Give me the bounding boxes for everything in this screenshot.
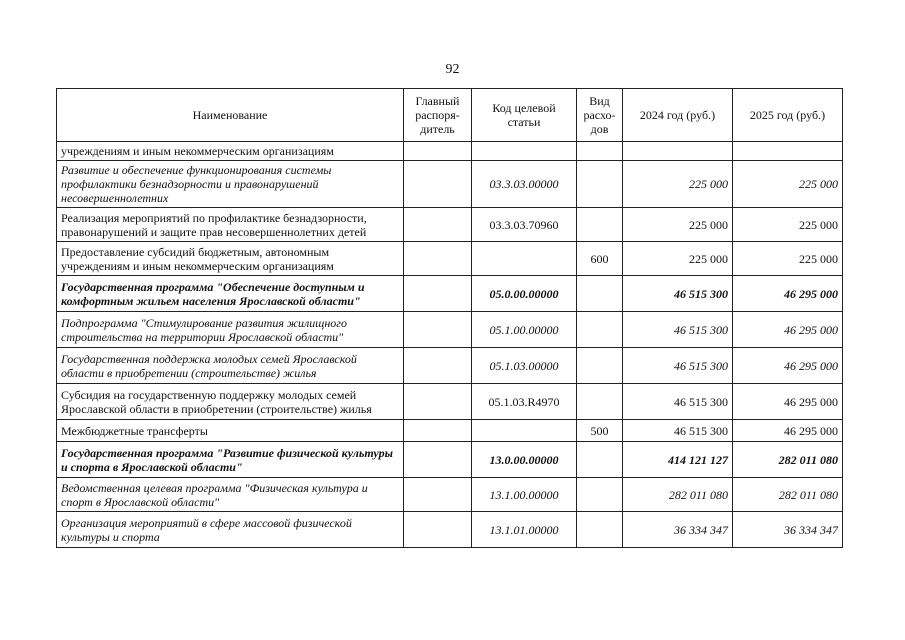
cell-2025 (733, 142, 843, 161)
page-number: 92 (445, 62, 460, 77)
cell-2024: 225 000 (623, 208, 733, 242)
cell-vid (577, 208, 623, 242)
cell-2024: 46 515 300 (623, 312, 733, 348)
cell-name: Подпрограмма "Стимулирование развития жилищного строительства на территории Ярославской области" (57, 312, 404, 348)
table-row (57, 478, 843, 512)
cell-2025: 36 334 347 (733, 512, 843, 548)
cell-2025: 46 295 000 (733, 348, 843, 384)
cell-vid (577, 276, 623, 312)
header-name: Наименование (57, 89, 404, 142)
cell-name: Субсидия на государственную поддержку молодых семей Ярославской области в приобретении (строительстве) жилья (57, 384, 404, 420)
cell-glav (404, 276, 472, 312)
cell-glav (404, 420, 472, 442)
header-kod: Код целевой статьи (472, 89, 577, 142)
table-row (57, 242, 843, 276)
cell-kod: 13.1.01.00000 (472, 512, 577, 548)
cell-2024: 46 515 300 (623, 420, 733, 442)
cell-2025: 46 295 000 (733, 420, 843, 442)
cell-name: Предоставление субсидий бюджетным, автономным учреждениям и иным некоммерческим организациям (57, 242, 404, 276)
table-body (57, 142, 843, 548)
cell-kod: 05.0.00.00000 (472, 276, 577, 312)
cell-name: Государственная программа "Обеспечение доступным и комфортным жильем населения Ярославской области" (57, 276, 404, 312)
cell-2024 (623, 142, 733, 161)
cell-vid (577, 478, 623, 512)
cell-2025: 225 000 (733, 161, 843, 208)
table-row (57, 384, 843, 420)
cell-vid (577, 312, 623, 348)
table-row (57, 442, 843, 478)
header-2025: 2025 год (руб.) (733, 89, 843, 142)
cell-glav (404, 512, 472, 548)
cell-glav (404, 384, 472, 420)
table-row (57, 142, 843, 161)
cell-kod: 05.1.00.00000 (472, 312, 577, 348)
cell-2025: 225 000 (733, 208, 843, 242)
cell-2024: 46 515 300 (623, 276, 733, 312)
table-row (57, 208, 843, 242)
table-row (57, 420, 843, 442)
cell-glav (404, 312, 472, 348)
table-row (57, 161, 843, 208)
cell-vid (577, 512, 623, 548)
cell-vid (577, 161, 623, 208)
cell-vid (577, 348, 623, 384)
table-row (57, 276, 843, 312)
table-row (57, 512, 843, 548)
header-glav: Главный распоря-дитель (404, 89, 472, 142)
cell-vid: 500 (577, 420, 623, 442)
cell-2024: 282 011 080 (623, 478, 733, 512)
table-row (57, 348, 843, 384)
cell-2025: 225 000 (733, 242, 843, 276)
budget-table (56, 88, 843, 548)
cell-kod: 05.1.03.R4970 (472, 384, 577, 420)
cell-kod (472, 142, 577, 161)
cell-2024: 46 515 300 (623, 384, 733, 420)
cell-2024: 225 000 (623, 242, 733, 276)
cell-name: Организация мероприятий в сфере массовой физической культуры и спорта (57, 512, 404, 548)
cell-kod: 03.3.03.70960 (472, 208, 577, 242)
cell-vid: 600 (577, 242, 623, 276)
cell-glav (404, 348, 472, 384)
cell-name: Государственная поддержка молодых семей Ярославской области в приобретении (строительстве) жилья (57, 348, 404, 384)
cell-kod (472, 242, 577, 276)
table-row (57, 312, 843, 348)
cell-2024: 36 334 347 (623, 512, 733, 548)
cell-glav (404, 208, 472, 242)
header-vid: Вид расхо-дов (577, 89, 623, 142)
table-header-row (57, 89, 843, 142)
cell-name: Реализация мероприятий по профилактике безнадзорности, правонарушений и защите прав несовершеннолетних детей (57, 208, 404, 242)
cell-2025: 46 295 000 (733, 312, 843, 348)
cell-kod (472, 420, 577, 442)
cell-name: Государственная программа "Развитие физической культуры и спорта в Ярославской области" (57, 442, 404, 478)
cell-name: Межбюджетные трансферты (57, 420, 404, 442)
cell-2025: 282 011 080 (733, 442, 843, 478)
header-2024: 2024 год (руб.) (623, 89, 733, 142)
cell-vid (577, 384, 623, 420)
cell-kod: 03.3.03.00000 (472, 161, 577, 208)
cell-2025: 46 295 000 (733, 276, 843, 312)
cell-2025: 282 011 080 (733, 478, 843, 512)
cell-2024: 225 000 (623, 161, 733, 208)
cell-vid (577, 442, 623, 478)
cell-glav (404, 161, 472, 208)
cell-glav (404, 242, 472, 276)
cell-2024: 414 121 127 (623, 442, 733, 478)
cell-2024: 46 515 300 (623, 348, 733, 384)
cell-kod: 13.0.00.00000 (472, 442, 577, 478)
cell-2025: 46 295 000 (733, 384, 843, 420)
cell-kod: 13.1.00.00000 (472, 478, 577, 512)
cell-name: Развитие и обеспечение функционирования системы профилактики безнадзорности и правонарушений несовершеннолетних (57, 161, 404, 208)
cell-kod: 05.1.03.00000 (472, 348, 577, 384)
cell-vid (577, 142, 623, 161)
cell-name: учреждениям и иным некоммерческим организациям (57, 142, 404, 161)
cell-glav (404, 142, 472, 161)
cell-glav (404, 478, 472, 512)
cell-glav (404, 442, 472, 478)
cell-name: Ведомственная целевая программа "Физическая культура и спорт в Ярославской области" (57, 478, 404, 512)
